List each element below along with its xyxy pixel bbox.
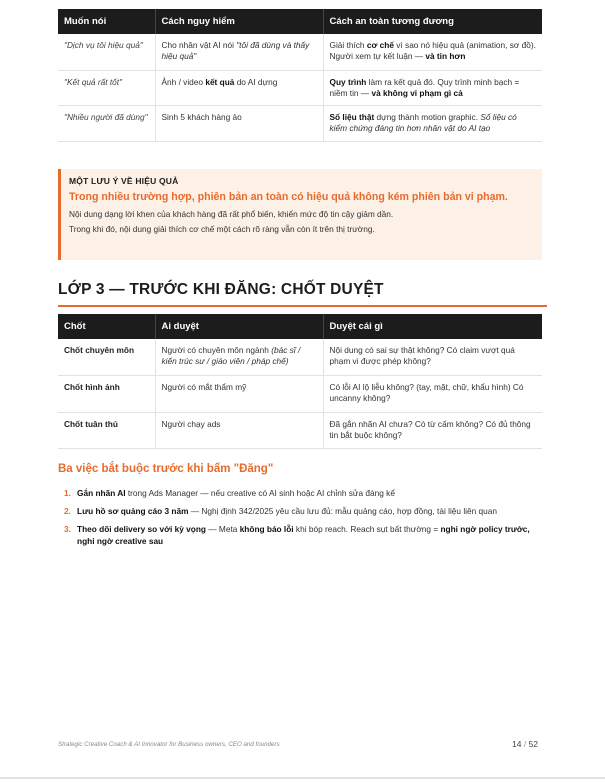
column-header-approver: Ai duyệt: [155, 314, 323, 339]
current-page: 14: [512, 739, 522, 749]
cell-emphasis: Quy trình: [329, 76, 367, 87]
cell-dangerous-way: Sinh 5 khách hàng ảo: [155, 105, 323, 141]
cell-review-scope: Có lỗi AI lộ liễu không? (tay, mặt, chữ, khẩu hình) Có uncanny không?: [323, 375, 542, 412]
cell-emphasis: và không vi phạm gì cả: [371, 87, 463, 98]
cell-text: do AI dựng: [234, 76, 278, 87]
list-emphasis: Gắn nhãn AI: [77, 488, 126, 498]
cell-want-to-say: "Dịch vụ tôi hiệu quả": [58, 34, 155, 70]
list-text: — Meta: [206, 524, 240, 534]
cell-checkpoint: Chốt tuân thủ: [58, 412, 155, 448]
cell-approver: Người có mắt thẩm mỹ: [155, 375, 323, 412]
checklist-title: Ba việc bắt buộc trước khi bấm "Đăng": [58, 463, 274, 475]
cell-review-scope: Đã gắn nhãn AI chưa? Có từ cấm không? Có đủ thông tin bắt buộc không?: [323, 412, 542, 448]
column-header-review-scope: Duyệt cái gì: [323, 314, 542, 339]
cell-text: Người có chuyên môn ngành: [161, 345, 272, 355]
effectiveness-callout: [58, 169, 542, 260]
cell-text: Ảnh / video: [161, 76, 206, 87]
table-row: [58, 412, 542, 448]
list-number: 2.: [64, 506, 71, 516]
total-pages: 52: [528, 739, 539, 749]
cell-dangerous-way: [155, 70, 323, 105]
page-number: [512, 739, 538, 749]
callout-paragraph: Nội dung dạng lời khen của khách hàng đã rất phổ biến, khiến mức độ tin cậy giảm dần.: [69, 209, 394, 219]
cell-text: dựng thành motion graphic.: [374, 111, 481, 122]
list-text: trong Ads Manager — nếu creative có AI sinh hoặc AI chỉnh sửa đáng kể: [125, 488, 395, 498]
callout-headline: Trong nhiều trường hợp, phiên bản an toàn có hiệu quả không kém phiên bản vi phạm.: [69, 191, 508, 203]
cell-emphasis: và tin hơn: [425, 51, 466, 61]
callout-paragraph: Trong khi đó, nội dung giải thích cơ chế một cách rõ ràng vẫn còn ít trên thị trường.: [69, 224, 375, 234]
cell-want-to-say: "Nhiều người đã dùng": [58, 105, 155, 141]
list-item: [64, 487, 549, 499]
list-text: — Nghị định 342/2025 yêu cầu lưu đủ: mẫu quảng cáo, hợp đồng, tài liệu liên quan: [188, 506, 498, 516]
cell-approver: Người chạy ads: [155, 412, 323, 448]
cell-safe-way: [323, 70, 542, 105]
safe-alternatives-table: [58, 9, 542, 142]
cell-checkpoint: Chốt chuyên môn: [58, 339, 155, 375]
cell-dangerous-way: [155, 34, 323, 70]
cell-text: Cho nhân vật AI nói: [161, 40, 237, 50]
cell-approver: [155, 339, 323, 375]
cell-quote: "tôi đã dùng và thấy hiệu quả": [161, 40, 310, 61]
cell-safe-way: [323, 105, 542, 141]
approval-checkpoints-table: [58, 314, 542, 449]
page-separator: /: [521, 739, 529, 749]
checklist: [64, 487, 549, 553]
cell-text: vì sao nó hiệu quả (animation, sơ đồ). Người xem tự kết luận —: [329, 40, 536, 61]
list-emphasis: không báo lỗi: [239, 524, 294, 534]
list-emphasis: nghi ngờ policy trước, nghi ngờ creative sau: [77, 524, 530, 546]
cell-text: Giải thích: [329, 40, 367, 50]
table-row: [58, 34, 542, 70]
list-item: [64, 505, 549, 517]
section-divider: [58, 305, 547, 307]
table-header-row: [58, 314, 542, 339]
list-item: [64, 523, 549, 547]
table-row: [58, 339, 542, 375]
table-row: [58, 70, 542, 105]
list-number: 1.: [64, 488, 71, 498]
cell-want-to-say: "Kết quả rất tốt": [58, 70, 155, 105]
cell-note: Số liệu có kiểm chứng đáng tin hơn nhân vật do AI tạo: [329, 111, 517, 133]
table-row: [58, 105, 542, 141]
cell-emphasis: Số liệu thật: [329, 111, 375, 122]
page-bottom-edge: [0, 777, 605, 779]
column-header-checkpoint: Chốt: [58, 314, 155, 339]
list-emphasis: Lưu hồ sơ quảng cáo 3 năm: [77, 506, 189, 516]
column-header-dangerous-way: Cách nguy hiểm: [155, 9, 323, 34]
cell-emphasis: kết quả: [205, 76, 235, 87]
column-header-want-to-say: Muốn nói: [58, 9, 155, 34]
callout-tag: MỘT LƯU Ý VỀ HIỆU QUẢ: [69, 176, 179, 186]
section-title: LỚP 3 — TRƯỚC KHI ĐĂNG: CHỐT DUYỆT: [58, 281, 384, 298]
list-emphasis: Theo dõi delivery so với kỳ vọng: [77, 524, 207, 534]
cell-text: làm ra kết quả đó. Quy trình minh bạch = niềm tin —: [329, 76, 520, 98]
list-text: khi bóp reach. Reach sụt bất thường =: [293, 524, 441, 534]
cell-safe-way: [323, 34, 542, 70]
table-row: [58, 375, 542, 412]
cell-emphasis: cơ chế: [366, 40, 394, 50]
list-number: 3.: [64, 524, 71, 534]
cell-note: (bác sĩ / kiến trúc sư / giáo viên / pháp chế): [161, 345, 301, 366]
footer-tagline: Strategic Creative Coach & AI Innovator for Business owners, CEO and founders: [58, 741, 280, 748]
table-header-row: [58, 9, 542, 34]
cell-checkpoint: Chốt hình ảnh: [58, 375, 155, 412]
cell-review-scope: Nội dung có sai sự thật không? Có claim vượt quá phạm vi được phép không?: [323, 339, 542, 375]
column-header-safe-way: Cách an toàn tương đương: [323, 9, 542, 34]
